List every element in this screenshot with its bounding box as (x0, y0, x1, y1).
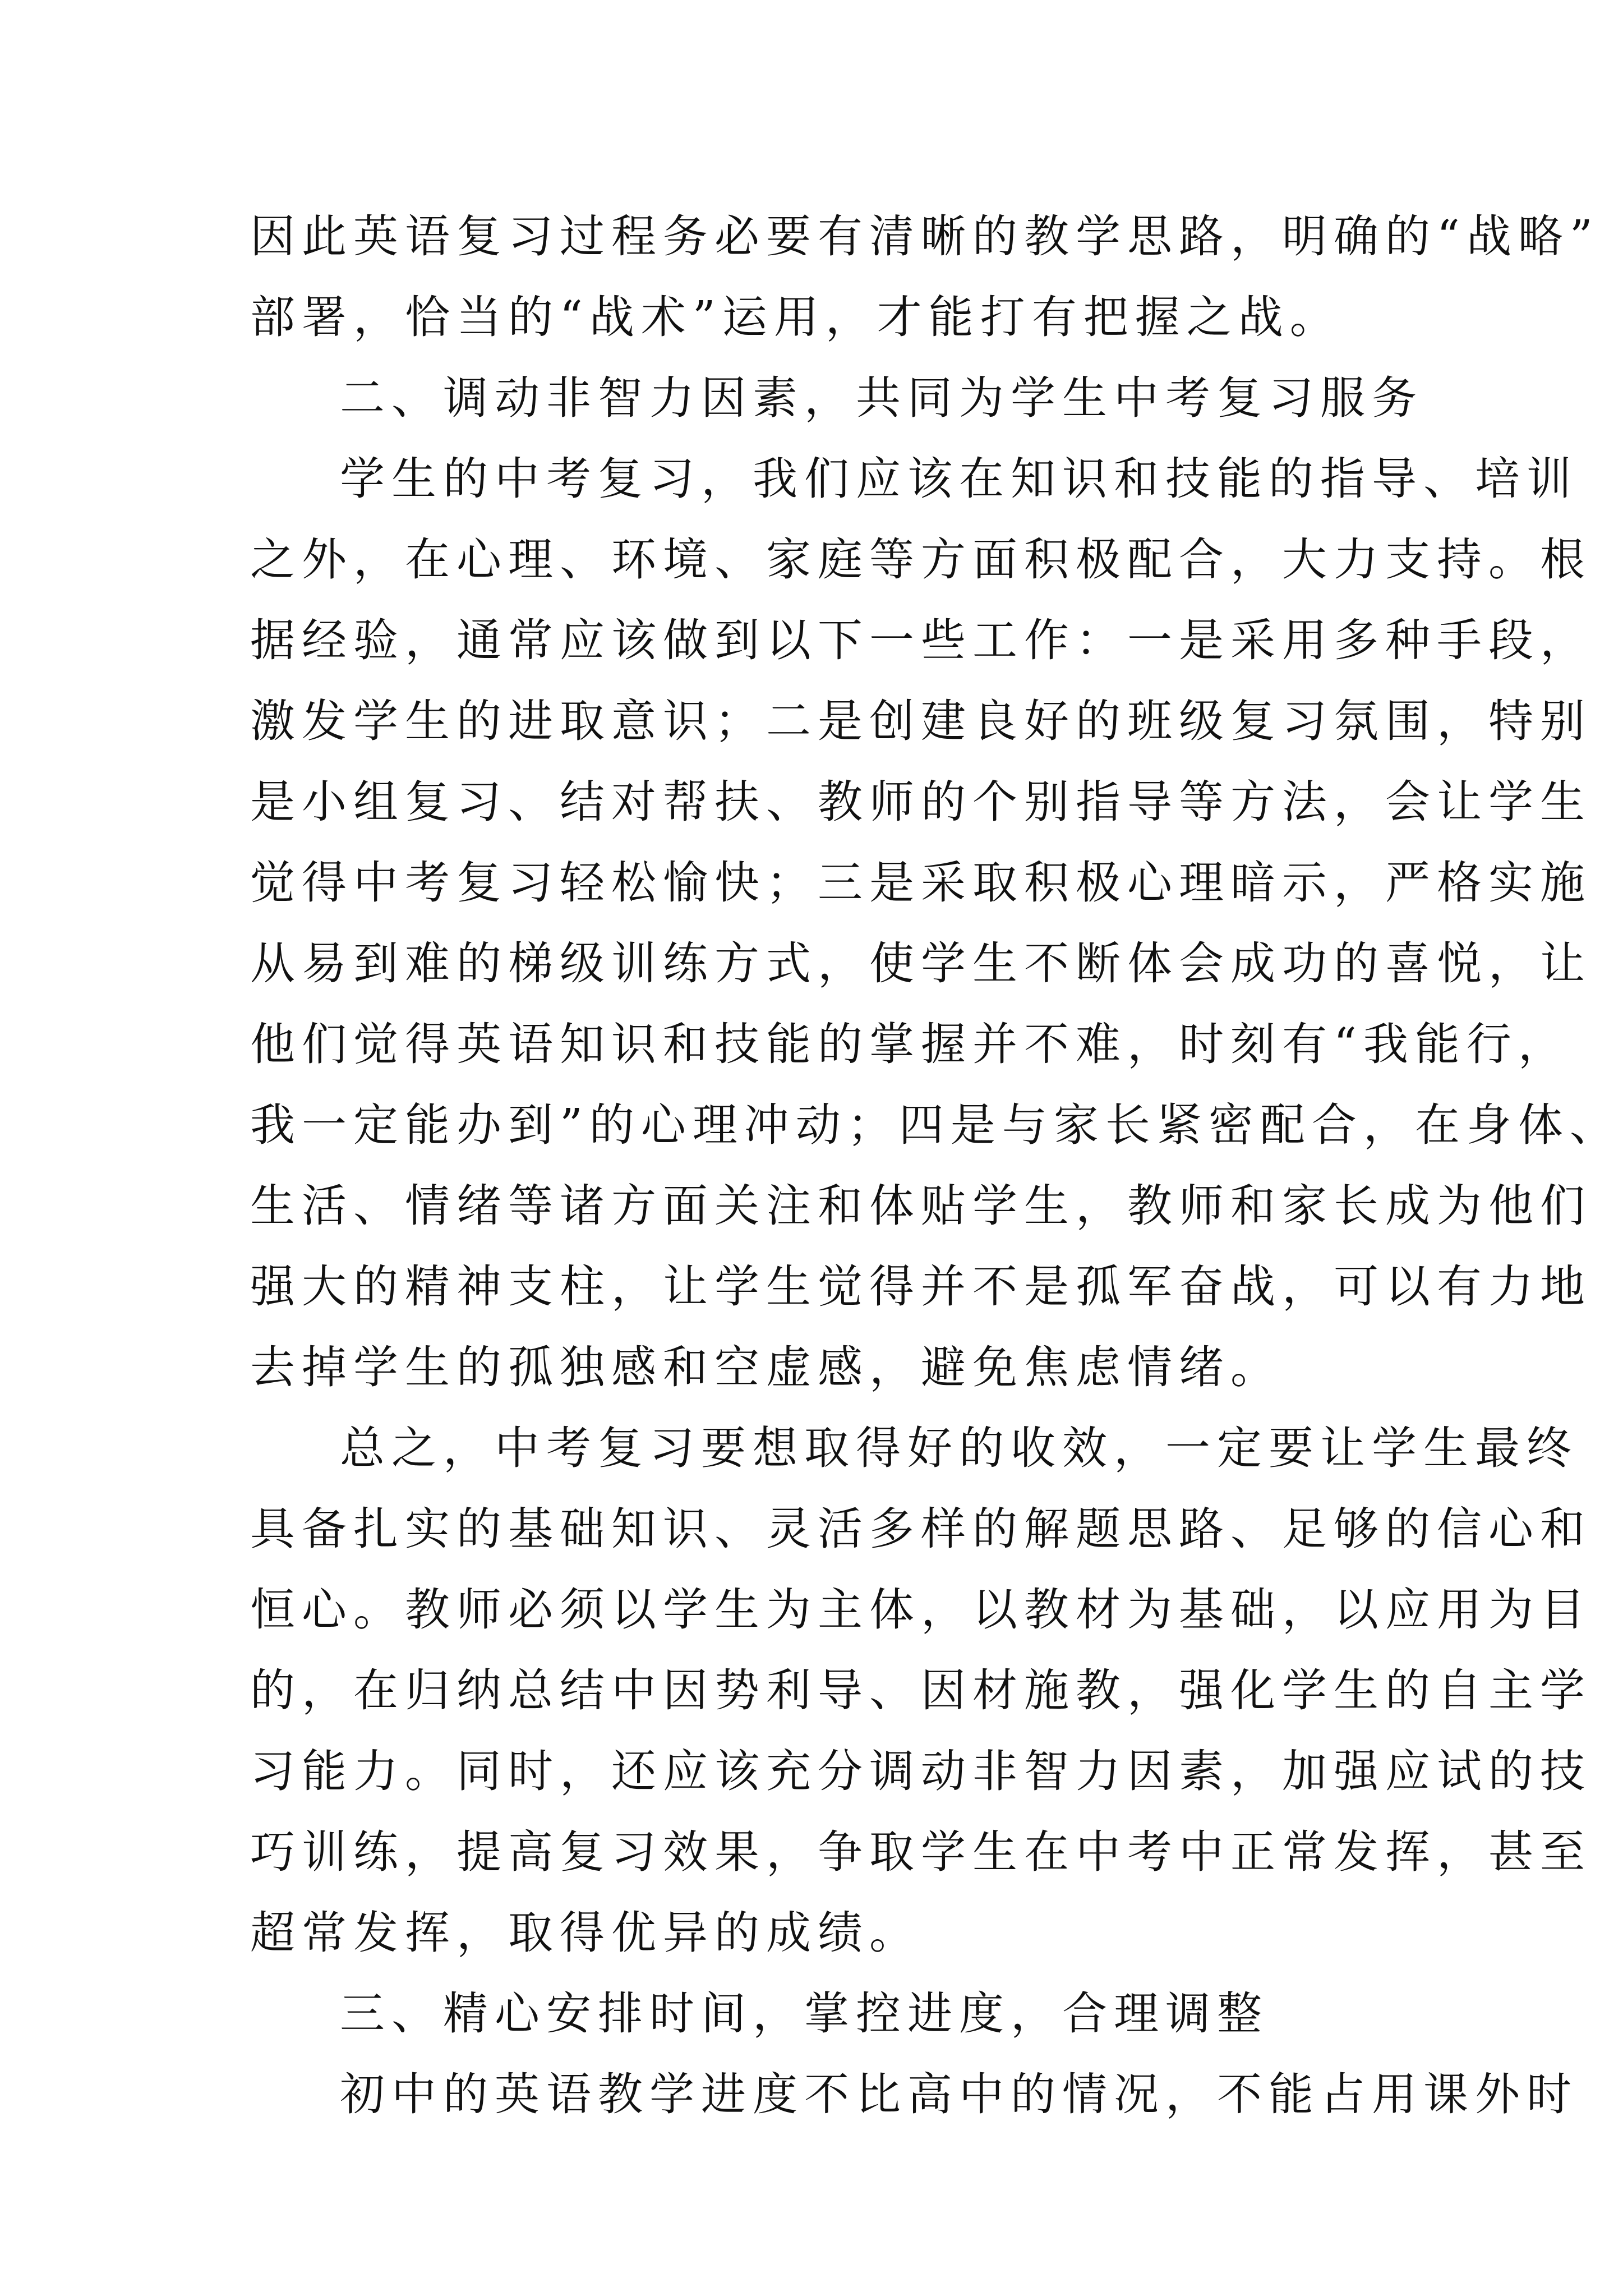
text-line: 的，在归纳总结中因势利导、因材施教，强化学生的自主学 (250, 1664, 1592, 1717)
document-body (250, 196, 1621, 2135)
text-line: 觉得中考复习轻松愉快；三是采取积极心理暗示，严格实施 (250, 857, 1592, 909)
text-line: 具备扎实的基础知识、灵活多样的解题思路、足够的信心和 (250, 1503, 1592, 1555)
text-line: 强大的精神支柱，让学生觉得并不是孤军奋战，可以有力地 (250, 1260, 1592, 1313)
text-line: 激发学生的进取意识；二是创建良好的班级复习氛围，特别 (250, 695, 1592, 747)
text-line: 据经验，通常应该做到以下一些工作：一是采用多种手段， (250, 614, 1592, 666)
text-line: 巧训练，提高复习效果，争取学生在中考中正常发挥，甚至 (250, 1826, 1592, 1878)
text-line: 因此英语复习过程务必要有清晰的教学思路，明确的“战略” (250, 210, 1599, 263)
text-line: 恒心。教师必须以学生为主体，以教材为基础，以应用为目 (250, 1584, 1592, 1636)
text-line: 习能力。同时，还应该充分调动非智力因素，加强应试的技 (250, 1745, 1592, 1797)
text-line: 三、精心安排时间，掌控进度，合理调整 (340, 1987, 1269, 2040)
text-line: 部署，恰当的“战术”运用，才能打有把握之战。 (250, 291, 1341, 343)
text-line: 他们觉得英语知识和技能的掌握并不难，时刻有“我能行， (250, 1018, 1570, 1070)
text-line: 我一定能办到”的心理冲动；四是与家长紧密配合，在身体、 (250, 1099, 1621, 1151)
text-line: 学生的中考复习，我们应该在知识和技能的指导、培训 (340, 453, 1578, 505)
text-line: 是小组复习、结对帮扶、教师的个别指导等方法，会让学生 (250, 776, 1592, 828)
text-line: 生活、情绪等诸方面关注和体贴学生，教师和家长成为他们 (250, 1180, 1592, 1232)
text-line: 二、调动非智力因素，共同为学生中考复习服务 (340, 372, 1423, 424)
text-line: 从易到难的梯级训练方式，使学生不断体会成功的喜悦，让 (250, 937, 1592, 990)
text-line: 超常发挥，取得优异的成绩。 (250, 1907, 921, 1959)
text-line: 总之，中考复习要想取得好的收效，一定要让学生最终 (340, 1422, 1578, 1474)
text-line: 之外，在心理、环境、家庭等方面积极配合，大力支持。根 (250, 533, 1592, 586)
text-line: 去掉学生的孤独感和空虚感，避免焦虑情绪。 (250, 1341, 1282, 1393)
text-line: 初中的英语教学进度不比高中的情况，不能占用课外时 (340, 2068, 1578, 2120)
